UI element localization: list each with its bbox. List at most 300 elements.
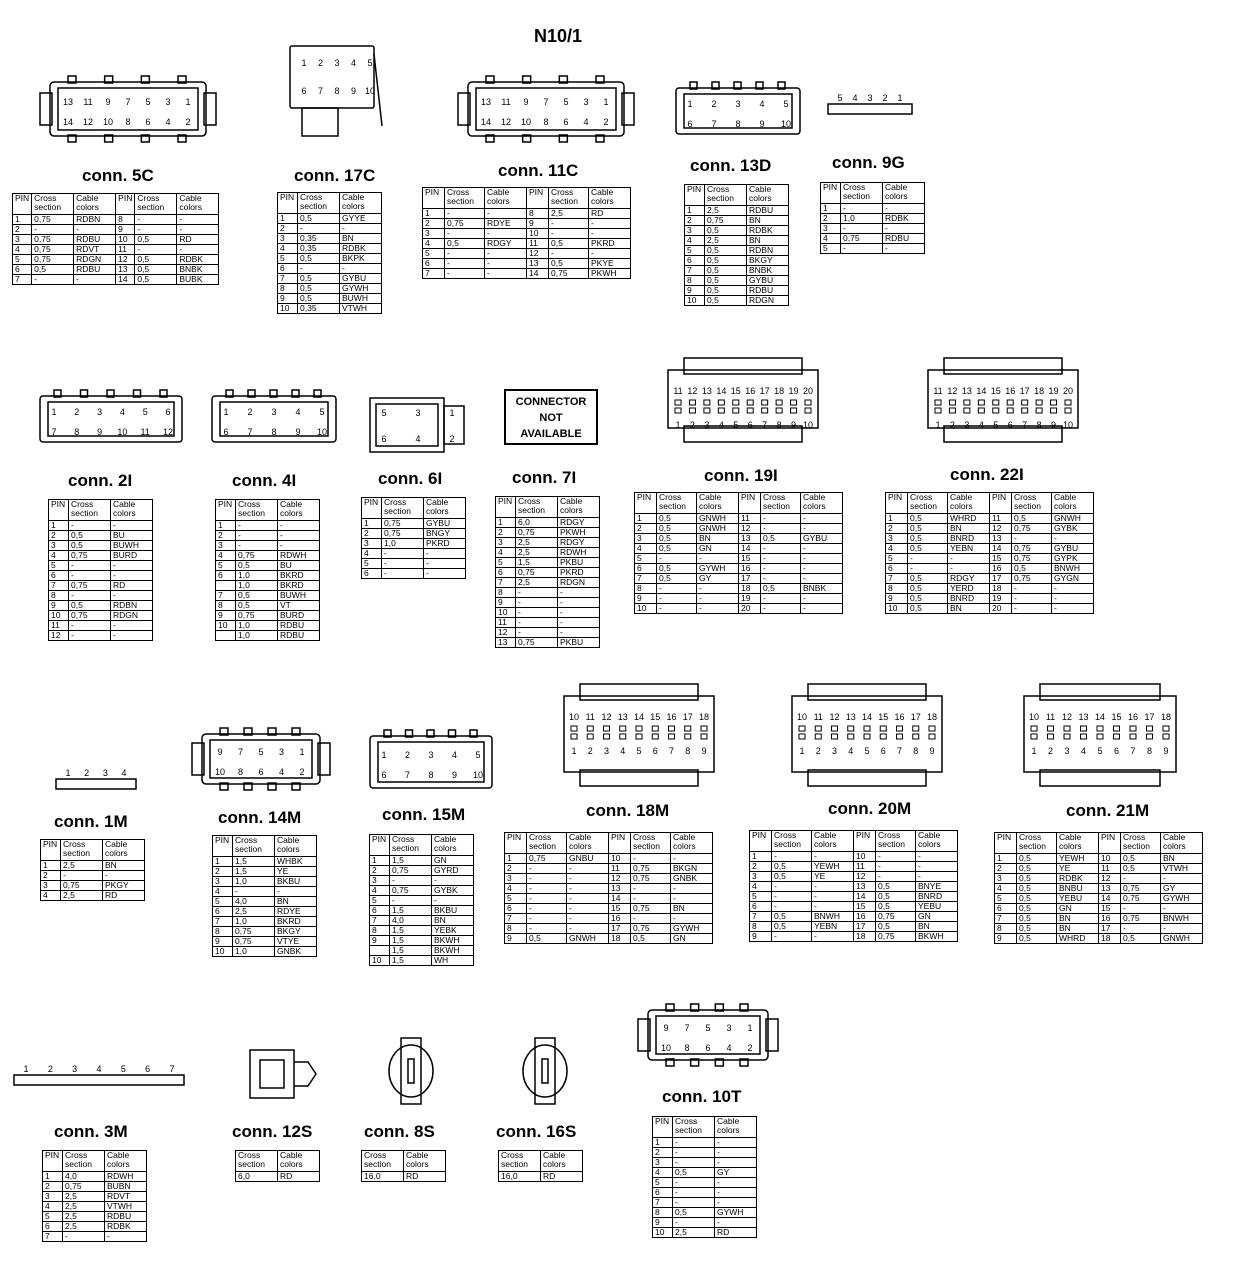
column-header: Cable colors [105, 1151, 147, 1172]
table-cell: BUBN [105, 1182, 147, 1192]
table-row [653, 1228, 757, 1238]
connector-label-20m: conn. 20M [828, 799, 912, 818]
table-cell: - [527, 874, 567, 884]
table-cell: 0,5 [705, 276, 747, 286]
table-cell: 13 [739, 534, 761, 544]
table-cell: VT [278, 601, 320, 611]
table-cell: 6 [995, 904, 1017, 914]
table-cell: 0,75 [1121, 884, 1161, 894]
table-cell: 8 [886, 584, 908, 594]
table-cell: 4 [41, 891, 61, 901]
table-cell: 4 [635, 544, 657, 554]
table-cell: RDBU [747, 206, 789, 216]
table-cell: VTWH [1161, 864, 1203, 874]
table-cell: 3 [13, 235, 32, 245]
connector-label-3m: conn. 3M [54, 1122, 128, 1141]
pin-number-bottom: 10 [364, 86, 376, 96]
table-cell: 0,5 [772, 862, 812, 872]
pin-number-bottom: 10 [214, 767, 226, 777]
pin-table-18m [504, 832, 713, 944]
table-cell: 3 [750, 872, 772, 882]
table-cell: 0,5 [657, 574, 697, 584]
pin-number-bottom: 6 [145, 117, 151, 127]
table-cell: 4 [370, 886, 390, 896]
table-cell: 0,75 [390, 886, 432, 896]
table-row [49, 571, 153, 581]
table-cell: - [841, 204, 883, 214]
table-cell: - [801, 564, 843, 574]
table-cell: - [761, 544, 801, 554]
table-cell: RDBN [74, 215, 116, 225]
table-cell: - [485, 229, 527, 239]
table-cell: 1,5 [390, 946, 432, 956]
table-cell: - [908, 564, 948, 574]
table-cell: BUWH [278, 591, 320, 601]
pin-number-bottom: 10 [316, 427, 328, 437]
table-cell: BNWH [1161, 914, 1203, 924]
table-cell: 4 [49, 551, 69, 561]
table-row [653, 1168, 757, 1178]
table-cell: - [801, 594, 843, 604]
connector-label-12s: conn. 12S [232, 1122, 313, 1141]
table-cell: 6 [43, 1222, 63, 1232]
table-cell: 8 [116, 215, 135, 225]
table-row [423, 269, 631, 279]
table-cell: 1 [685, 206, 705, 216]
table-row [821, 214, 925, 224]
pin-number-bottom: 2 [689, 420, 695, 430]
pin-number-bottom: 9 [929, 746, 935, 756]
table-cell: 8 [685, 276, 705, 286]
table-cell: 9 [216, 611, 236, 621]
table-cell: 11 [990, 514, 1012, 524]
table-cell: 12 [496, 628, 516, 638]
table-row [886, 544, 1094, 554]
table-cell: BN [103, 861, 145, 871]
table-cell: 2 [41, 871, 61, 881]
table-cell: 1 [49, 521, 69, 531]
pin-number-bottom: 7 [1022, 420, 1028, 430]
table-cell: - [1012, 594, 1052, 604]
pin-table-12s [235, 1150, 320, 1182]
table-cell: - [801, 604, 843, 614]
table-row [886, 604, 1094, 614]
table-row [370, 936, 474, 946]
pin-number-top: 10 [568, 712, 580, 722]
table-cell: - [278, 531, 320, 541]
table-cell: - [527, 884, 567, 894]
connector-label-1m: conn. 1M [54, 812, 128, 831]
connector-5c-drawing [38, 74, 218, 144]
table-cell: 6,0 [516, 518, 558, 528]
table-cell: 7 [995, 914, 1017, 924]
table-row [496, 558, 600, 568]
column-header: Cable colors [278, 1151, 320, 1172]
table-cell: 16 [609, 914, 631, 924]
table-cell: - [516, 628, 558, 638]
table-cell: 1,0 [233, 917, 275, 927]
table-cell: 5 [505, 894, 527, 904]
not-available-line-2: NOT [539, 412, 563, 424]
table-cell: RDYE [485, 219, 527, 229]
table-cell: 13 [854, 882, 876, 892]
table-cell: - [527, 894, 567, 904]
column-header: Cable colors [103, 840, 145, 861]
table-cell: GNWH [567, 934, 609, 944]
pin-number-top: 2 [404, 750, 411, 760]
pin-table-13d [684, 184, 789, 306]
table-cell: GN [432, 856, 474, 866]
table-cell: GY [697, 574, 739, 584]
pin-number-top: 15 [990, 386, 1001, 396]
table-cell: 10 [527, 229, 549, 239]
pin-number-bottom: 6 [381, 434, 387, 444]
table-cell: 2,5 [673, 1228, 715, 1238]
pin-number-bottom: 6 [1113, 746, 1120, 756]
table-cell: 6 [685, 256, 705, 266]
pin-number-bottom: 4 [415, 434, 421, 444]
table-cell: 0,75 [390, 866, 432, 876]
table-cell: PKRD [589, 239, 631, 249]
table-cell: 0,5 [772, 922, 812, 932]
table-row [49, 581, 153, 591]
table-cell: - [916, 872, 958, 882]
pin-table-16s [498, 1150, 583, 1182]
table-cell: GYPK [1052, 554, 1094, 564]
page-title: N10/1 [534, 26, 583, 46]
table-row [13, 235, 219, 245]
table-cell: 10 [116, 235, 135, 245]
table-row [886, 554, 1094, 564]
table-cell: 2 [496, 528, 516, 538]
connector-16s-drawing [518, 1032, 572, 1110]
pin-number-top: 3 [583, 97, 589, 107]
pin-number-top: 20 [1062, 386, 1074, 396]
table-cell: BN [275, 897, 317, 907]
table-cell: - [1161, 924, 1203, 934]
table-row [821, 244, 925, 254]
table-cell: - [567, 904, 609, 914]
connector-label-6i: conn. 6I [378, 469, 443, 488]
table-cell: 4 [13, 245, 32, 255]
table-cell: 16 [1099, 914, 1121, 924]
table-cell: 4 [995, 884, 1017, 894]
pin-number-top: 1 [65, 768, 71, 778]
table-cell: 0,5 [657, 524, 697, 534]
pin-number-top: 12 [1061, 712, 1073, 722]
column-header: Cable colors [74, 194, 116, 215]
table-cell: - [69, 621, 111, 631]
pin-number-top: 13 [617, 712, 628, 722]
table-cell: 5 [750, 892, 772, 902]
pin-number-top: 1 [185, 97, 191, 107]
table-cell: - [549, 249, 589, 259]
table-cell: 2,5 [63, 1202, 105, 1212]
table-cell: 17 [739, 574, 761, 584]
table-row [13, 255, 219, 265]
table-cell: - [111, 631, 153, 641]
table-cell: 0,5 [761, 584, 801, 594]
pin-number-top: 7 [684, 1023, 690, 1033]
table-cell: - [631, 914, 671, 924]
pin-number-top: 16 [666, 712, 677, 722]
pin-number-bottom: 10 [780, 119, 792, 129]
table-cell: - [32, 225, 74, 235]
table-cell: 7 [49, 581, 69, 591]
table-cell: 2 [886, 524, 908, 534]
pin-number-bottom: 12 [500, 117, 512, 127]
table-cell: 6 [278, 264, 298, 274]
table-cell: 13 [1099, 884, 1121, 894]
table-cell: RD [103, 891, 145, 901]
table-cell: - [527, 864, 567, 874]
pin-number-top: 14 [861, 712, 873, 722]
table-cell: 8 [635, 584, 657, 594]
table-cell: - [549, 229, 589, 239]
table-row [653, 1158, 757, 1168]
column-header: Cross section [61, 840, 103, 861]
pin-number-top: 16 [1005, 386, 1016, 396]
table-cell: - [485, 209, 527, 219]
table-cell: 0,5 [69, 541, 111, 551]
table-cell: - [558, 588, 600, 598]
table-cell: 5 [685, 246, 705, 256]
pin-number-top: 3 [428, 750, 434, 760]
table-cell: - [1012, 604, 1052, 614]
table-cell: 14 [609, 894, 631, 904]
pin-number-bottom: 7 [762, 420, 768, 430]
table-row [750, 922, 958, 932]
pin-number-top: 5 [563, 97, 569, 107]
table-cell: - [657, 584, 697, 594]
table-cell: 7 [13, 275, 32, 285]
table-cell: 17 [1099, 924, 1121, 934]
table-cell: 11 [496, 618, 516, 628]
table-cell: 0,5 [1017, 884, 1057, 894]
pin-number-bottom: 3 [1064, 746, 1070, 756]
column-header: Cross section [631, 833, 671, 854]
pin-number-top: 2 [74, 407, 80, 417]
table-row [750, 852, 958, 862]
table-cell: PKBU [558, 558, 600, 568]
pin-number-bottom: 2 [449, 434, 455, 444]
table-cell: 2,5 [516, 548, 558, 558]
table-row [995, 854, 1203, 864]
connector-label-17c: conn. 17C [294, 166, 376, 185]
pin-number-bottom: 2 [815, 746, 821, 756]
table-row [635, 584, 843, 594]
table-cell: GNBK [275, 947, 317, 957]
table-cell: BN [1161, 854, 1203, 864]
table-cell: - [657, 554, 697, 564]
pin-number-top: 1 [381, 750, 387, 760]
table-cell: 0,75 [32, 215, 74, 225]
table-row [750, 902, 958, 912]
column-header: Cable colors [697, 493, 739, 514]
table-cell: GYBK [1052, 524, 1094, 534]
table-cell: 1 [635, 514, 657, 524]
pin-number-top: 9 [663, 1023, 669, 1033]
table-cell: - [589, 249, 631, 259]
table-row [886, 514, 1094, 524]
table-cell: 2 [821, 214, 841, 224]
table-cell: 8 [653, 1208, 673, 1218]
table-cell: 14 [854, 892, 876, 902]
connector-19i-drawing [664, 356, 822, 444]
pin-number-top: 2 [711, 99, 717, 109]
pin-number-top: 16 [894, 712, 905, 722]
table-cell: 2 [362, 529, 382, 539]
table-row [821, 224, 925, 234]
table-cell: 7 [278, 274, 298, 284]
table-cell: - [340, 264, 382, 274]
table-cell: - [567, 924, 609, 934]
table-row [653, 1198, 757, 1208]
table-cell: BNGY [424, 529, 466, 539]
table-row [49, 611, 153, 621]
table-cell: 9 [527, 219, 549, 229]
table-row [41, 861, 145, 871]
pin-number-bottom: 4 [165, 117, 171, 127]
table-cell: 6 [423, 259, 445, 269]
table-cell: 7 [653, 1198, 673, 1208]
table-cell: - [812, 932, 854, 942]
table-cell: - [715, 1188, 757, 1198]
column-header: Cross section [673, 1117, 715, 1138]
table-cell: - [236, 541, 278, 551]
pin-number-top: 5 [258, 747, 264, 757]
table-cell: - [801, 514, 843, 524]
table-cell: 4 [505, 884, 527, 894]
pin-number-bottom: 8 [334, 86, 340, 96]
table-cell: - [948, 554, 990, 564]
table-row [370, 876, 474, 886]
table-cell: 0,5 [1017, 904, 1057, 914]
table-cell: - [697, 604, 739, 614]
column-header: Cross section [876, 831, 916, 852]
pin-number-bottom: 14 [480, 117, 492, 127]
table-cell: 12 [739, 524, 761, 534]
pin-table-21m [994, 832, 1203, 944]
pin-number-top: 18 [1034, 386, 1045, 396]
table-cell: 20 [739, 604, 761, 614]
pin-number-bottom: 9 [791, 420, 797, 430]
table-row [49, 531, 153, 541]
table-cell: 18 [854, 932, 876, 942]
table-cell: 20 [990, 604, 1012, 614]
pin-number-top: 17 [910, 712, 921, 722]
table-cell: 2,5 [63, 1212, 105, 1222]
table-row [362, 549, 466, 559]
table-cell: PKRD [424, 539, 466, 549]
table-cell: GN [671, 934, 713, 944]
connector-5c-svg [38, 74, 218, 144]
table-cell: 0,5 [69, 531, 111, 541]
table-cell: 14 [527, 269, 549, 279]
table-cell: 3 [213, 877, 233, 887]
table-cell: 0,5 [705, 286, 747, 296]
table-row [370, 866, 474, 876]
table-cell: RDGY [558, 518, 600, 528]
table-cell: 4 [685, 236, 705, 246]
table-row [635, 574, 843, 584]
pin-number-top: 12 [687, 386, 698, 396]
pin-number-bottom: 1 [1031, 746, 1037, 756]
table-row [362, 569, 466, 579]
table-cell: 5 [13, 255, 32, 265]
table-cell: BN [948, 604, 990, 614]
column-header: Cable colors [1161, 833, 1203, 854]
table-cell: PKWH [558, 528, 600, 538]
table-cell: 6 [362, 569, 382, 579]
table-cell: - [69, 561, 111, 571]
table-cell: 0,5 [705, 246, 747, 256]
pin-number-top: 4 [295, 407, 301, 417]
table-row [496, 608, 600, 618]
connector-label-9g: conn. 9G [832, 153, 905, 172]
pin-number-top: 1 [301, 58, 307, 68]
table-cell: - [61, 871, 103, 881]
table-cell: 0,5 [772, 912, 812, 922]
table-cell: 0,5 [298, 274, 340, 284]
table-cell: 1 [496, 518, 516, 528]
pin-number-top: 18 [926, 712, 938, 722]
pin-number-top: 12 [829, 712, 840, 722]
table-cell: 0,75 [1012, 554, 1052, 564]
table-cell: - [673, 1158, 715, 1168]
connector-9g-drawing [824, 90, 916, 128]
table-cell: 7 [750, 912, 772, 922]
table-cell: - [715, 1138, 757, 1148]
table-cell: 11 [1099, 864, 1121, 874]
table-cell: WH [432, 956, 474, 966]
pin-number-top: 3 [726, 1023, 732, 1033]
connector-11c-svg [456, 74, 636, 144]
table-cell: 4 [886, 544, 908, 554]
pin-number-top: 17 [682, 712, 693, 722]
table-cell: 18 [990, 584, 1012, 594]
table-cell: - [715, 1218, 757, 1228]
table-cell: - [382, 559, 424, 569]
column-header: Cross section [32, 194, 74, 215]
table-cell: 0,5 [549, 259, 589, 269]
table-cell: 0,5 [908, 584, 948, 594]
column-header: Cross section [705, 185, 747, 206]
table-cell: - [761, 564, 801, 574]
table-cell: BNBU [1057, 884, 1099, 894]
table-row [635, 534, 843, 544]
column-header: Cable colors [916, 831, 958, 852]
pin-number-top: 6 [165, 407, 171, 417]
pin-number-top: 1 [687, 99, 693, 109]
table-row [505, 854, 713, 864]
connector-2i-svg [38, 388, 184, 450]
column-header: Cross section [908, 493, 948, 514]
pin-number-bottom: 1 [675, 420, 681, 430]
table-row [496, 628, 600, 638]
table-cell: RDBU [747, 286, 789, 296]
table-cell: 7 [886, 574, 908, 584]
table-row [423, 219, 631, 229]
pin-number-top: 4 [96, 1064, 102, 1074]
table-cell: 4,0 [233, 897, 275, 907]
connector-label-15m: conn. 15M [382, 805, 466, 824]
table-cell: 0,5 [298, 284, 340, 294]
table-cell: BKWH [916, 932, 958, 942]
table-row [13, 245, 219, 255]
table-cell: 0,5 [876, 892, 916, 902]
table-cell: - [673, 1138, 715, 1148]
